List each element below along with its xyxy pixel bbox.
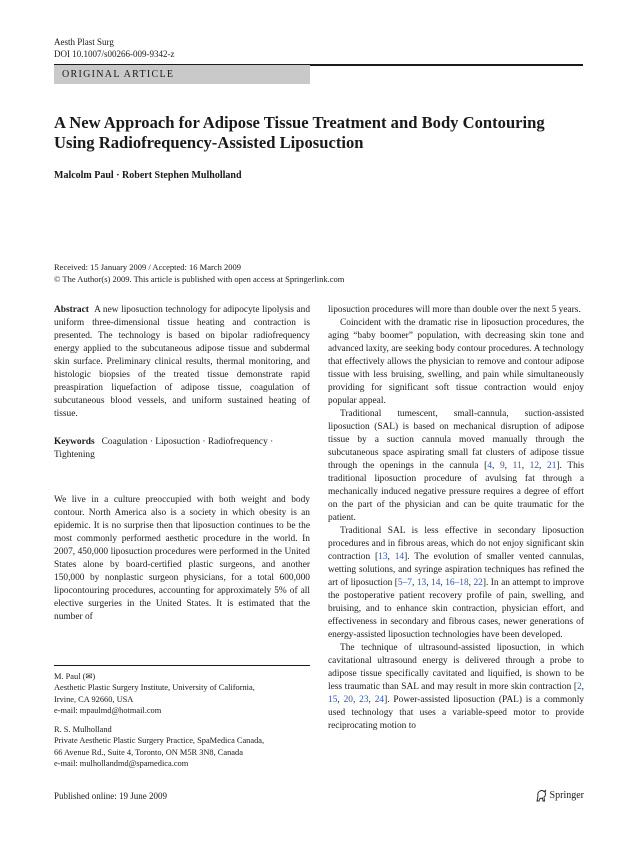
article-dates xyxy=(54,262,344,285)
article-title: A New Approach for Adipose Tissue Treatment and Body Contouring Using Radiofrequency-Assisted Liposuction xyxy=(54,113,545,152)
ref-group: 4, 9, 11, 12, 21 xyxy=(487,461,557,471)
doi: DOI 10.1007/s00266-009-9342-z xyxy=(54,49,175,59)
citation-link[interactable]: 24 xyxy=(374,695,385,705)
abstract-label: Abstract xyxy=(54,305,89,315)
springer-horse-icon xyxy=(535,789,547,802)
citation-link[interactable]: 2 xyxy=(576,682,582,692)
copyright-notice: © The Author(s) 2009. This article is published with open access at Springerlink.com xyxy=(54,273,345,284)
paragraph-text: The technique of ultrasound-assisted liposuction, in which cavitational ultrasound energy is delivered through a probe to adipose tissue specifically cavitated and liquified, is shown to be less traumatic than SAL and may result in more skin contraction [ xyxy=(328,643,584,692)
citation-link[interactable]: 23 xyxy=(359,695,369,705)
citation-link[interactable]: 21 xyxy=(547,461,557,471)
citation-link[interactable]: 16–18 xyxy=(445,578,469,588)
citation-link[interactable]: 11 xyxy=(512,461,522,471)
author-2-name: R. S. Mulholland xyxy=(54,725,112,734)
received-accepted: Received: 15 January 2009 / Accepted: 16 March 2009 xyxy=(54,262,241,272)
abstract-text: A new liposuction technology for adipocyte lipolysis and uniform three-dimensional tissue heating and contraction is presented. The technology is based on bipolar radiofrequency energy applied to the subcutaneous adipose tissue and subdermal skin surface. Preliminary clinical results, thermal monitoring, and histologic biopsies of the treated tissue demonstrate rapid preaspiration liquefaction of adipose tissue, coagulation of subcutaneous blood vessels, and uniform sustained heating of tissue. xyxy=(54,305,311,419)
citation-link[interactable]: 15 xyxy=(328,695,338,705)
intro-paragraph xyxy=(54,494,310,624)
citation-link[interactable]: 13 xyxy=(416,578,427,588)
citation-link[interactable]: 14 xyxy=(394,552,405,562)
article-type-badge: ORIGINAL ARTICLE xyxy=(54,65,310,84)
author-1-name: M. Paul (✉) xyxy=(54,672,96,681)
paragraph-text: ]. This traditional liposuction procedure of avulsing fat through a mechanically induced negative pressure requires a degree of effort on the part of the physician and can be quite traumatic for the patient. xyxy=(328,461,585,523)
publisher-logo xyxy=(535,789,584,802)
footnote-rule xyxy=(54,665,310,666)
citation-link[interactable]: 20 xyxy=(343,695,353,705)
citation-link[interactable]: 13 xyxy=(378,552,388,562)
ref-group: 5–7, 13, 14, 16–18, 22 xyxy=(397,578,483,588)
citation-link[interactable]: 12 xyxy=(529,461,540,471)
author-1-email[interactable]: e-mail: mpaulmd@hotmail.com xyxy=(54,705,162,715)
citation-link[interactable]: 4 xyxy=(487,461,492,471)
paragraph-text: ]. In an attempt to improve the postoperative patient recovery profile of pain, swelling, and bruising, and to enhance skin contraction, physician effort, and effectiveness in secondary and fibrous cases, newer generations of energy-assisted liposuction technologies have been developed. xyxy=(328,578,585,640)
publisher-name: Springer xyxy=(549,790,584,801)
paragraph-text: ]. The evolution of smaller vented cannulas, wetting solutions, and syringe aspiration techniques has refined the art of liposuction [ xyxy=(328,552,584,588)
paragraph xyxy=(328,525,584,642)
affiliation-2 xyxy=(54,724,264,769)
paragraph xyxy=(328,642,584,733)
citation-link[interactable]: 22 xyxy=(473,578,483,588)
citation-link[interactable]: 5–7 xyxy=(397,578,412,588)
keywords-text: Coagulation · Liposuction · Radiofrequency · Tightening xyxy=(54,437,274,460)
ref-group: 13, 14 xyxy=(378,552,405,562)
paragraph-text: Traditional tumescent, small-cannula, suction-assisted liposuction (SAL) is based on mechanical disruption of adipose tissue by a suction cannula moved manually through the subcutaneous space aspirating small fat clusters of adipose tissue through the openings in the cannula [ xyxy=(328,409,584,471)
abstract xyxy=(54,304,310,421)
affiliation-2-line-2: 66 Avenue Rd., Suite 4, Toronto, ON M5R 3N8, Canada xyxy=(54,747,243,757)
paragraph-text: Traditional SAL is less effective in secondary liposuction procedures and in fibrous areas, which do not enjoy significant skin contraction [ xyxy=(328,526,584,562)
intro-text: We live in a culture preoccupied with both weight and body contour. North America also is a society in which obesity is an epidemic. It is no surprise then that liposuction continues to be the most commonly performed aesthetic procedure in the world. In 2007, 450,000 liposuction procedures were performed in the United States alone by board-certified plastic surgeons, and another 150,000 by nonplastic surgeon physicians, for a total 600,000 lipocontouring procedures, accounting for approximately 5% of all elective surgeries in the United States. It is estimated that the number of xyxy=(54,495,310,622)
published-online: Published online: 19 June 2009 xyxy=(54,791,167,801)
paragraph: Coincident with the dramatic rise in liposuction procedures, the aging “baby boomer” population, with decreasing skin tone and advanced laxity, are seeking body contour procedures. A technology that effectively allows the physician to remove and contour adipose tissue with less bruising, swelling, and pain while simultaneously providing for significant soft tissue contraction would enjoy popular appeal. xyxy=(328,318,584,406)
authors: Malcolm Paul · Robert Stephen Mulholland xyxy=(54,170,242,181)
affiliation-1-line-2: Irvine, CA 92660, USA xyxy=(54,694,134,704)
journal-name: Aesth Plast Surg xyxy=(54,37,114,47)
author-2-email[interactable]: e-mail: mulhollandmd@spamedica.com xyxy=(54,758,189,768)
paragraph: liposuction procedures will more than double over the next 5 years. xyxy=(328,305,581,315)
citation-link[interactable]: 9 xyxy=(499,461,505,471)
ref-group: 2, 15, 20, 23, 24 xyxy=(328,682,584,705)
paragraph xyxy=(328,408,584,525)
affiliation-1 xyxy=(54,671,255,716)
affiliation-2-line-1: Private Aesthetic Plastic Surgery Practice, SpaMedica Canada, xyxy=(54,736,265,746)
body-right-column xyxy=(328,304,584,733)
affiliation-1-line-1: Aesthetic Plastic Surgery Institute, University of California, xyxy=(54,683,255,693)
keywords xyxy=(54,436,310,462)
keywords-label: Keywords xyxy=(54,437,95,447)
citation-link[interactable]: 14 xyxy=(431,578,441,588)
paragraph-text: ]. Power-assisted liposuction (PAL) is a commonly used technology that uses a variable-speed motor to provide reciprocating motion to xyxy=(328,695,585,731)
